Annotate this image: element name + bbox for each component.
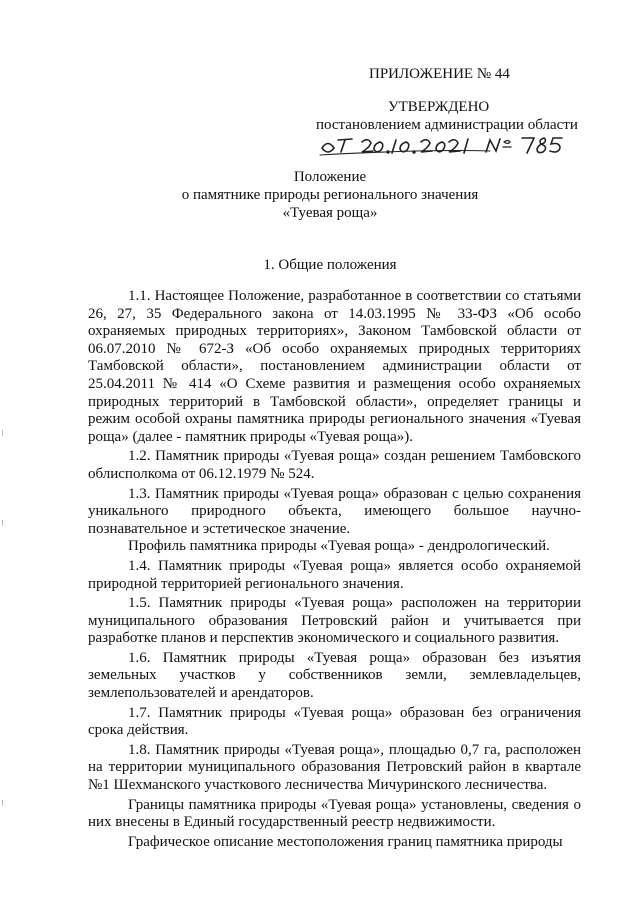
approved-label: УТВЕРЖДЕНО xyxy=(388,99,490,115)
paragraph-1-7: 1.7. Памятник природы «Туевая роща» образован без ограничения срока действия. xyxy=(88,704,581,739)
scan-margin-mark xyxy=(2,800,3,806)
resolution-line: постановлением администрации области xyxy=(316,117,578,133)
paragraph-borders: Границы памятника природы «Туевая роща» установлены, сведения о них внесены в Единый государственный реестр недвижимости. xyxy=(88,796,581,831)
paragraph-1-5: 1.5. Памятник природы «Туевая роща» расположен на территории муниципального образования Петровский район и учитывается при разработке планов и перспектив экономического и социального развития. xyxy=(88,595,581,647)
paragraph-1-8: 1.8. Памятник природы «Туевая роща», площадью 0,7 га, расположен на территории муниципального образования Петровский район в квартале №1 Шехманского участкового лесничества Мичуринского лесничества. xyxy=(88,741,581,794)
document-title xyxy=(60,168,600,222)
appendix-number: ПРИЛОЖЕНИЕ № 44 xyxy=(369,66,510,82)
paragraph-1-3: 1.3. Памятник природы «Туевая роща» образован с целью сохранения уникального природного объекта, имеющего большое научно-познавательное и эстетическое значение. xyxy=(88,485,581,537)
title-line-1: Положение xyxy=(293,169,367,185)
scan-margin-mark xyxy=(2,430,3,436)
document-body xyxy=(88,288,581,851)
handwritten-date-number-signature xyxy=(318,130,588,160)
paragraph-1-1: 1.1. Настоящее Положение, разработанное в соответствии со статьями 26, 27, 35 Федерального закона от 14.03.1995 № 33-ФЗ «Об особо охраняемых природных территориях», Законом Тамбовской области от 06.07.2010 № 672-З «Об особо охраняемых природных территориях Тамбовской области», постановлением администрации области от 25.04.2011 № 414 «О Схеме развития и размещения особо охраняемых природных территорий в Тамбовской области», определяет границы и режим особой охраны памятника природы регионального значения «Туевая роща» (далее - памятник природы «Туевая роща»). xyxy=(88,288,581,445)
paragraph-profile: Профиль памятника природы «Туевая роща» - дендрологический. xyxy=(128,538,550,555)
paragraph-graphic-description: Графическое описание местоположения границ памятника природы xyxy=(128,833,563,850)
title-line-2: о памятнике природы регионального значения xyxy=(181,187,479,203)
section-heading: 1. Общие положения xyxy=(263,257,397,273)
paragraph-1-4: 1.4. Памятник природы «Туевая роща» является особо охраняемой природной территорией регионального значения. xyxy=(88,557,581,592)
title-line-3: «Туевая роща» xyxy=(282,205,378,221)
paragraph-1-6: 1.6. Памятник природы «Туевая роща» образован без изъятия земельных участков у собственников земли, землевладельцев, землепользователей и арендаторов. xyxy=(88,649,581,702)
scan-margin-mark xyxy=(2,520,3,526)
paragraph-1-2: 1.2. Памятник природы «Туевая роща» создан решением Тамбовского облисполкома от 06.12.1979 № 524. xyxy=(88,448,581,482)
